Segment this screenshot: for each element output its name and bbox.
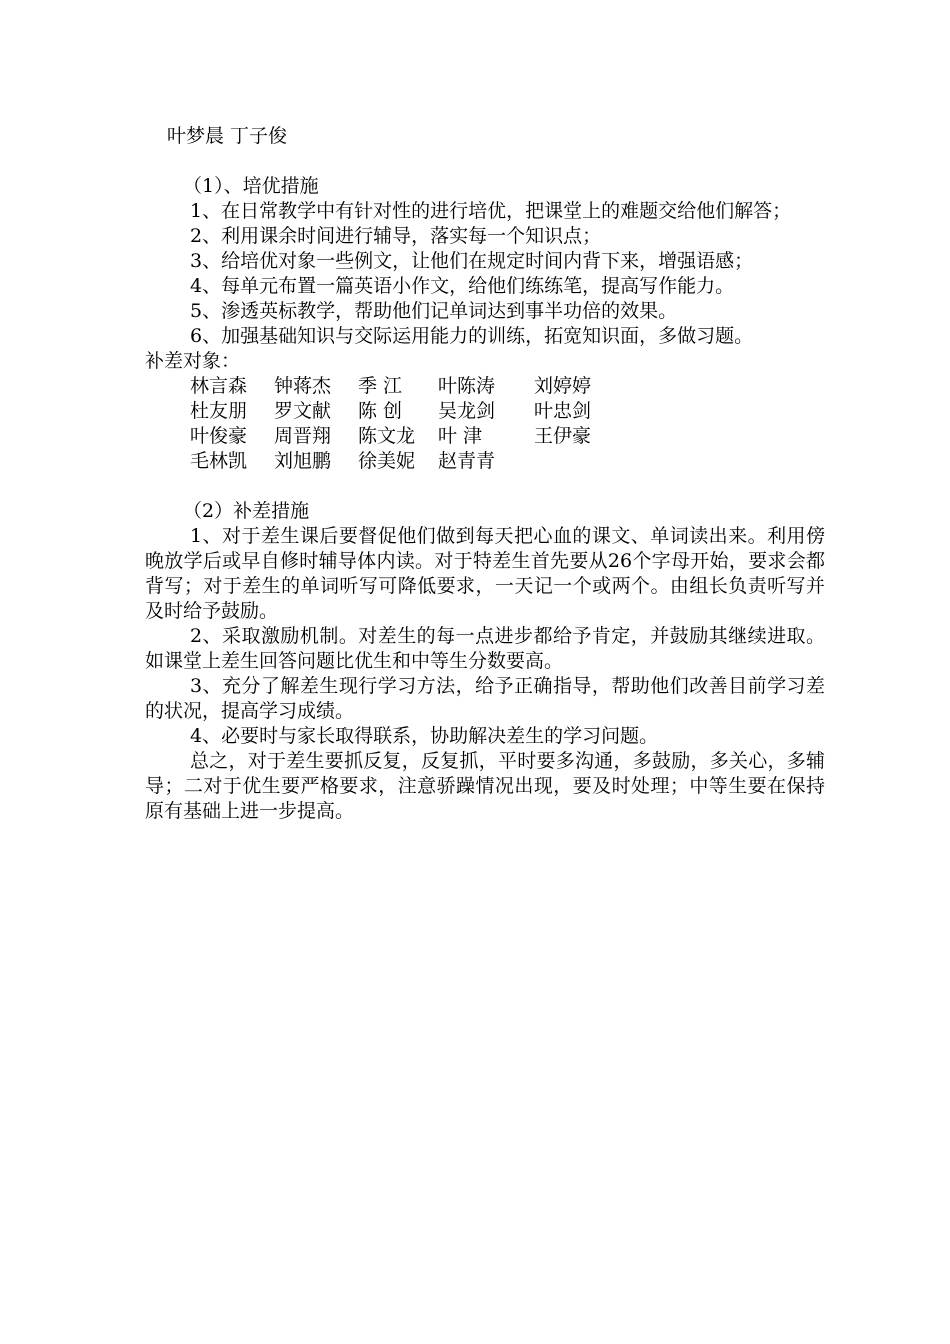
spacer — [145, 149, 825, 174]
section1-item-4: 4、每单元布置一篇英语小作文，给他们练练笔，提高写作能力。 — [190, 275, 735, 297]
student-name: 刘旭鹏 — [274, 450, 332, 472]
remedial-name-list — [145, 374, 825, 474]
student-name: 毛林凯 — [190, 450, 248, 472]
name-row — [190, 424, 825, 449]
section2-heading: （2）补差措施 — [183, 500, 310, 522]
authors-line: 叶梦晨 丁子俊 — [167, 125, 288, 147]
student-name: 杜友朋 — [190, 400, 248, 422]
section1-item-5: 5、渗透英标教学，帮助他们记单词达到事半功倍的效果。 — [190, 300, 678, 322]
section1-heading: （1）、培优措施 — [183, 175, 319, 197]
document-body — [145, 124, 825, 824]
section2-item-4: 4、必要时与家长取得联系，协助解决差生的学习问题。 — [190, 725, 659, 747]
name-row — [190, 374, 825, 399]
section2-item-3: 3、充分了解差生现行学习方法，给予正确指导，帮助他们改善目前学习差的状况，提高学习成绩。 — [145, 675, 825, 722]
student-name: 赵青青 — [438, 450, 496, 472]
student-name: 周晋翔 — [274, 425, 332, 447]
student-name: 叶陈涛 — [438, 375, 496, 397]
section2-item-2: 2、采取激励机制。对差生的每一点进步都给予肯定，并鼓励其继续进取。如课堂上差生回答问题比优生和中等生分数要高。 — [145, 625, 825, 672]
student-name: 刘婷婷 — [534, 375, 592, 397]
section1-item-1: 1、在日常教学中有针对性的进行培优，把课堂上的难题交给他们解答； — [190, 200, 792, 222]
name-row — [190, 449, 825, 474]
spacer — [145, 474, 825, 499]
remedial-label: 补差对象： — [145, 350, 241, 372]
student-name: 陈 创 — [358, 400, 403, 422]
student-name: 王伊豪 — [534, 425, 592, 447]
section1-item-6: 6、加强基础知识与交际运用能力的训练，拓宽知识面，多做习题。 — [190, 325, 754, 347]
student-name: 叶忠剑 — [534, 400, 592, 422]
student-name: 陈文龙 — [358, 425, 416, 447]
section2-item-1: 1、对于差生课后要督促他们做到每天把心血的课文、单词读出来。利用傍晚放学后或早自修时辅导体内读。对于特差生首先要从26个字母开始，要求会都背写；对于差生的单词听写可降低要求，一天记一个或两个。由组长负责听写并及时给予鼓励。 — [145, 525, 825, 622]
student-name: 吴龙剑 — [438, 400, 496, 422]
name-row — [190, 399, 825, 424]
student-name: 叶 津 — [438, 425, 483, 447]
section1-item-3: 3、给培优对象一些例文，让他们在规定时间内背下来，增强语感； — [190, 250, 754, 272]
student-name: 季 江 — [358, 375, 403, 397]
student-name: 林言森 — [190, 375, 248, 397]
section1-item-2: 2、利用课余时间进行辅导，落实每一个知识点； — [190, 225, 602, 247]
student-name: 徐美妮 — [358, 450, 416, 472]
student-name: 罗文献 — [274, 400, 332, 422]
student-name: 钟蒋杰 — [274, 375, 332, 397]
student-name: 叶俊豪 — [190, 425, 248, 447]
section2-summary: 总之，对于差生要抓反复，反复抓，平时要多沟通，多鼓励，多关心，多辅导；二对于优生要严格要求，注意骄躁情况出现，要及时处理；中等生要在保持原有基础上进一步提高。 — [145, 750, 825, 822]
